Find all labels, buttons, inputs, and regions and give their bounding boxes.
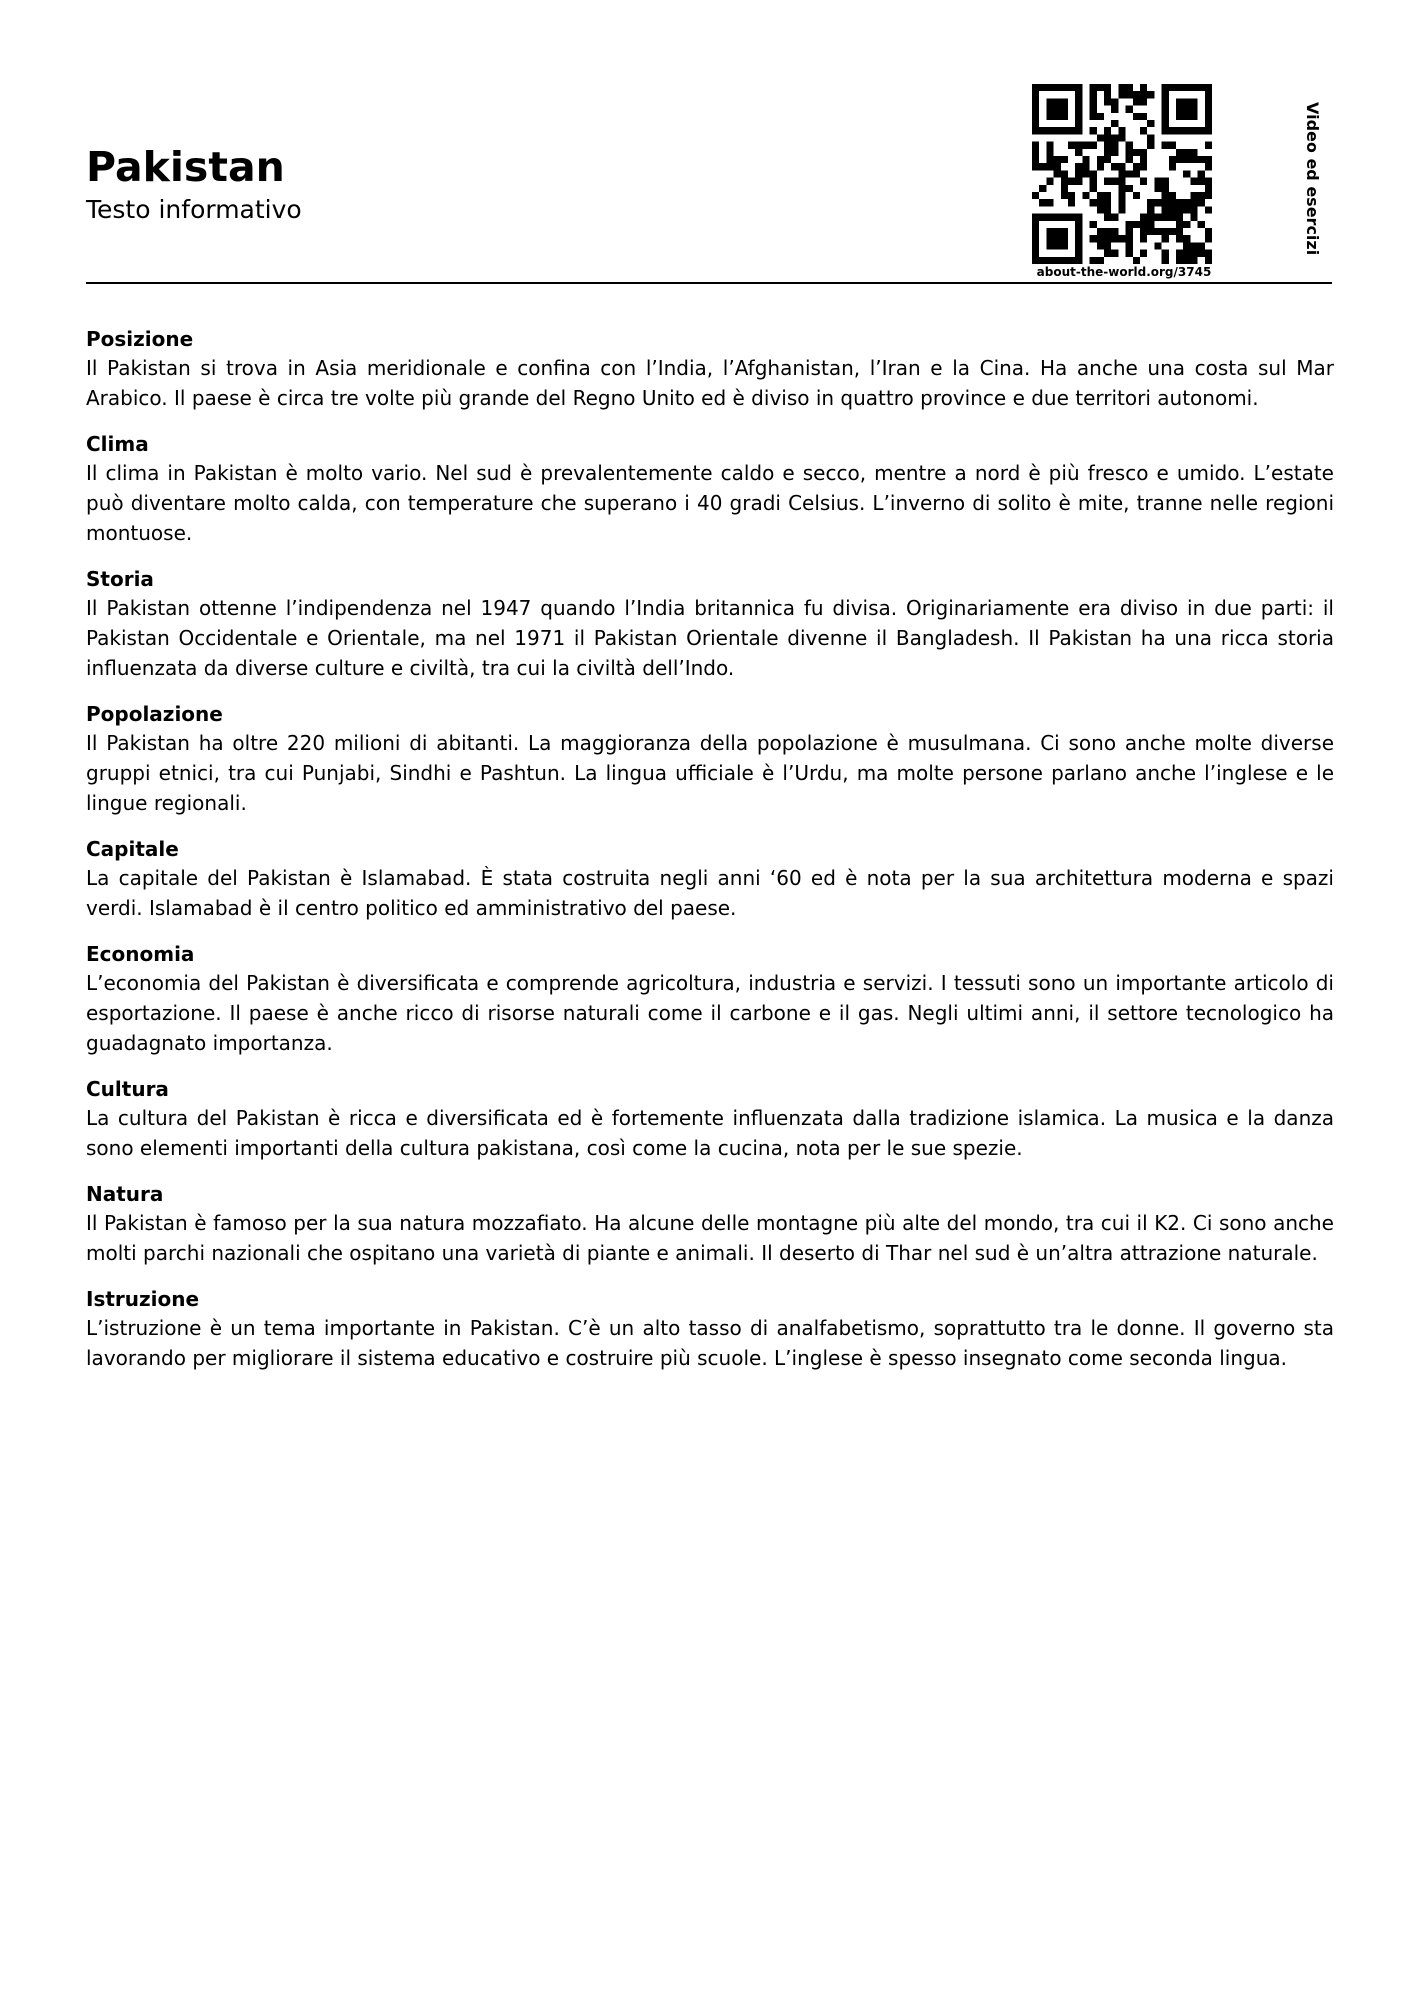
section-text: L’economia del Pakistan è diversificata e comprende agricoltura, industria e servizi. I tessuti sono un importante articolo di esportazione. Il paese è anche ricco di risorse naturali come il carbone e il gas. Negli ultimi anni, il settore tecnologico ha guadagnato importanza. [86, 971, 1334, 1055]
section-cultura [86, 1075, 1334, 1163]
qr-url-label[interactable]: about-the-world.org/3745 [1036, 265, 1212, 279]
section-text: L’istruzione è un tema importante in Pakistan. C’è un alto tasso di analfabetismo, soprattutto tra le donne. Il governo sta lavorando per migliorare il sistema educativo e costruire più scuole. L’inglese è spesso insegnato come seconda lingua. [86, 1316, 1334, 1370]
page-title: Pakistan [86, 143, 285, 191]
section-heading: Clima [86, 432, 149, 456]
section-text: La capitale del Pakistan è Islamabad. È stata costruita negli anni ‘60 ed è nota per la sua architettura moderna e spazi verdi. Islamabad è il centro politico ed amministrativo del paese. [86, 866, 1334, 920]
qr-code-block[interactable] [1024, 84, 1224, 280]
section-heading: Istruzione [86, 1287, 200, 1311]
section-posizione [86, 325, 1334, 413]
section-text: La cultura del Pakistan è ricca e diversificata ed è fortemente influenzata dalla tradizione islamica. La musica e la danza sono elementi importanti della cultura pakistana, così come la cucina, nota per le sue spezie. [86, 1106, 1334, 1160]
section-text: Il Pakistan ottenne l’indipendenza nel 1947 quando l’India britannica fu divisa. Originariamente era diviso in due parti: il Pakistan Occidentale e Orientale, ma nel 1971 il Pakistan Orientale divenne il Bangladesh. Il Pakistan ha una ricca storia influenzata da diverse culture e civiltà, tra cui la civiltà dell’Indo. [86, 596, 1334, 680]
section-text: Il Pakistan ha oltre 220 milioni di abitanti. La maggioranza della popolazione è musulmana. Ci sono anche molte diverse gruppi etnici, tra cui Punjabi, Sindhi e Pashtun. La lingua ufficiale è l’Urdu, ma molte persone parlano anche l’inglese e le lingue regionali. [86, 731, 1334, 815]
article-body [86, 325, 1334, 1390]
qr-code-icon[interactable] [1032, 84, 1212, 264]
header-divider [86, 282, 1332, 284]
section-clima [86, 430, 1334, 548]
section-heading: Natura [86, 1182, 164, 1206]
section-text: Il Pakistan è famoso per la sua natura mozzafiato. Ha alcune delle montagne più alte del mondo, tra cui il K2. Ci sono anche molti parchi nazionali che ospitano una varietà di piante e animali. Il deserto di Thar nel sud è un’altra attrazione naturale. [86, 1211, 1334, 1265]
section-capitale [86, 835, 1334, 923]
section-text: Il Pakistan si trova in Asia meridionale e confina con l’India, l’Afghanistan, l’Iran e la Cina. Ha anche una costa sul Mar Arabico. Il paese è circa tre volte più grande del Regno Unito ed è diviso in quattro province e due territori autonomi. [86, 356, 1334, 410]
section-heading: Economia [86, 942, 195, 966]
section-text: Il clima in Pakistan è molto vario. Nel sud è prevalentemente caldo e secco, mentre a nord è più fresco e umido. L’estate può diventare molto calda, con temperature che superano i 40 gradi Celsius. L’inverno di solito è mite, tranne nelle regioni montuose. [86, 461, 1334, 545]
section-economia [86, 940, 1334, 1058]
page-subtitle: Testo informativo [86, 195, 302, 224]
section-heading: Popolazione [86, 702, 223, 726]
section-popolazione [86, 700, 1334, 818]
section-heading: Storia [86, 567, 154, 591]
section-heading: Capitale [86, 837, 179, 861]
section-heading: Posizione [86, 327, 194, 351]
section-storia [86, 565, 1334, 683]
video-exercises-label [1303, 102, 1344, 272]
video-exercises-text: Video ed esercizi [1303, 102, 1322, 256]
section-natura [86, 1180, 1334, 1268]
section-heading: Cultura [86, 1077, 169, 1101]
section-istruzione [86, 1285, 1334, 1373]
